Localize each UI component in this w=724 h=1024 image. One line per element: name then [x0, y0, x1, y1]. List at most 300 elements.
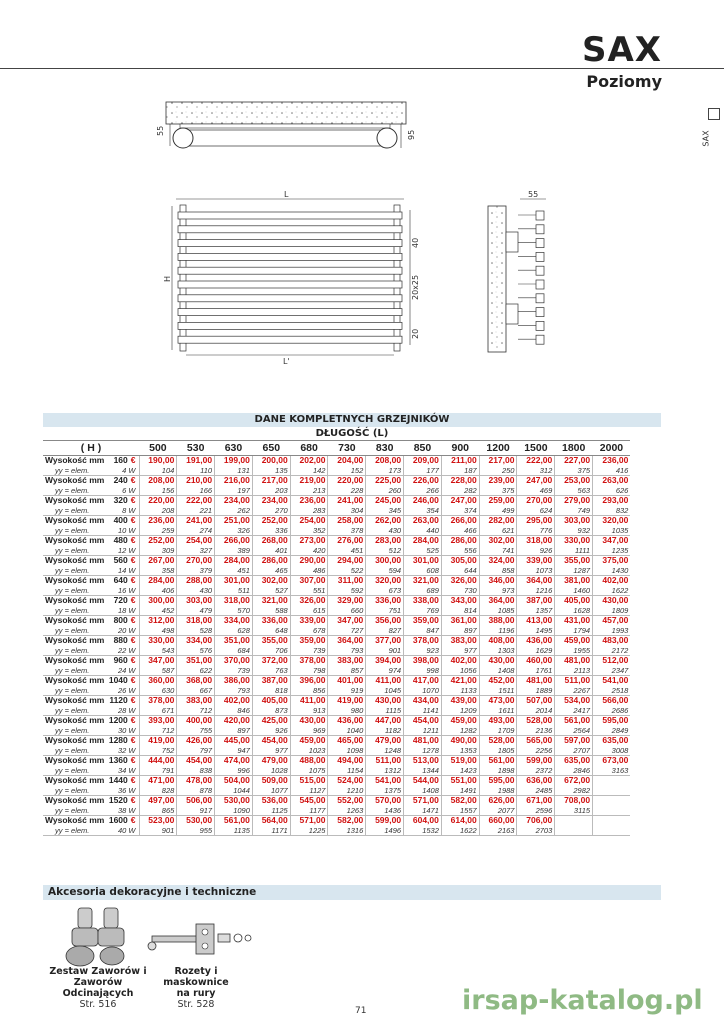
price-cell: 307,00: [290, 576, 328, 586]
power-cell: 1287: [555, 566, 593, 576]
row-prefix: Wysokość mm: [45, 695, 105, 706]
price-cell: 474,00: [215, 756, 253, 766]
power-cell: 856: [290, 686, 328, 696]
price-cell: 370,00: [215, 656, 253, 666]
row-height-wrap: [109, 796, 139, 805]
power-cell: 401: [252, 546, 290, 556]
power-cell: 1023: [290, 746, 328, 756]
price-cell: 541,00: [593, 676, 631, 686]
power-cell: 1070: [404, 686, 442, 696]
price-cell: 561,00: [555, 716, 593, 726]
price-cell: 473,00: [479, 696, 517, 706]
row-height-wrap: [114, 516, 139, 525]
power-cell: 177: [404, 466, 442, 476]
power-cell: 1263: [328, 806, 366, 816]
price-cell: 434,00: [404, 696, 442, 706]
power-elements: 34 W: [117, 765, 136, 775]
table-header-row: [43, 441, 630, 456]
price-cell: 284,00: [215, 556, 253, 566]
power-cell: 749: [555, 506, 593, 516]
price-row-label: [43, 776, 139, 786]
power-cell: 1629: [517, 646, 555, 656]
price-cell: 211,00: [441, 456, 479, 466]
price-cell: 386,00: [215, 676, 253, 686]
price-row: [43, 456, 630, 466]
side-bar: [536, 252, 544, 261]
price-cell: 364,00: [479, 596, 517, 606]
price-row-label: [43, 456, 139, 466]
side-bar: [536, 280, 544, 289]
price-row: [43, 816, 630, 826]
power-cell: 522: [328, 566, 366, 576]
currency-label: €: [130, 815, 136, 826]
power-cell: 1988: [479, 786, 517, 796]
price-cell: 530,00: [177, 816, 215, 826]
price-row: [43, 496, 630, 506]
price-row: [43, 536, 630, 546]
price-cell: 383,00: [441, 636, 479, 646]
length-column-header: 680: [290, 441, 328, 456]
currency-label: €: [130, 515, 136, 526]
price-row: [43, 776, 630, 786]
row-height-wrap: [114, 556, 139, 565]
dim-40: 40: [411, 237, 420, 248]
price-cell: 239,00: [479, 476, 517, 486]
power-cell: 818: [252, 686, 290, 696]
side-bar: [536, 308, 544, 317]
price-cell: 199,00: [215, 456, 253, 466]
power-row: [43, 786, 630, 796]
row-height-wrap: [114, 576, 139, 585]
power-row: [43, 606, 630, 616]
price-cell: 302,00: [479, 536, 517, 546]
price-cell: 425,00: [252, 716, 290, 726]
price-cell: 387,00: [517, 596, 555, 606]
row-height: 160: [113, 455, 128, 466]
price-cell: 258,00: [328, 516, 366, 526]
currency-label: €: [130, 555, 136, 566]
technical-drawing: [0, 0, 724, 410]
power-cell: 798: [290, 666, 328, 676]
row-height-wrap: [109, 816, 139, 825]
price-cell: 582,00: [441, 796, 479, 806]
price-cell: 266,00: [215, 536, 253, 546]
row-prefix: Wysokość mm: [45, 615, 105, 626]
top-view: [156, 102, 416, 148]
price-cell: 347,00: [328, 616, 366, 626]
accessory-valves[interactable]: [40, 966, 156, 1010]
power-cell: 917: [177, 806, 215, 816]
power-cell: 587: [139, 666, 177, 676]
power-cell: 977: [252, 746, 290, 756]
page-title: SAX: [581, 30, 662, 70]
price-cell: 534,00: [555, 696, 593, 706]
front-bar: [178, 226, 402, 233]
power-cell: 466: [441, 526, 479, 536]
price-cell: 200,00: [252, 456, 290, 466]
row-height: 1200: [108, 715, 128, 726]
power-cell: 187: [441, 466, 479, 476]
price-row: [43, 596, 630, 606]
power-cell: 527: [252, 586, 290, 596]
power-elements: 6 W: [122, 485, 136, 495]
price-cell: 488,00: [290, 756, 328, 766]
dim-side: 55: [528, 190, 539, 199]
power-cell: 354: [404, 506, 442, 516]
power-cell: 878: [177, 786, 215, 796]
power-cell: 1312: [366, 766, 404, 776]
price-cell: 636,00: [517, 776, 555, 786]
price-cell: 402,00: [593, 576, 631, 586]
power-cell: 420: [290, 546, 328, 556]
price-cell: 417,00: [404, 676, 442, 686]
power-cell: 270: [252, 506, 290, 516]
row-height-wrap: [114, 476, 139, 485]
power-elements: 18 W: [117, 605, 136, 615]
price-cell: 479,00: [366, 736, 404, 746]
side-bar: [536, 239, 544, 248]
power-cell: 221: [177, 506, 215, 516]
power-prefix: yy = elem.: [55, 545, 90, 555]
price-cell: 565,00: [517, 736, 555, 746]
power-cell: 2686: [593, 706, 631, 716]
price-cell: 387,00: [252, 676, 290, 686]
price-cell: 402,00: [441, 656, 479, 666]
power-cell: 838: [177, 766, 215, 776]
power-elements: 4 W: [122, 465, 136, 475]
power-cell: 430: [177, 586, 215, 596]
price-cell: 411,00: [290, 696, 328, 706]
power-cell: 660: [328, 606, 366, 616]
price-cell: 460,00: [517, 656, 555, 666]
power-elements: 12 W: [117, 545, 136, 555]
power-cell: 630: [139, 686, 177, 696]
price-row: [43, 736, 630, 746]
length-column-header: 1500: [517, 441, 555, 456]
power-cell: 739: [215, 666, 253, 676]
price-cell: 228,00: [441, 476, 479, 486]
front-bar: [178, 281, 402, 288]
power-cell: [555, 826, 593, 836]
price-cell: 378,00: [139, 696, 177, 706]
price-cell: 253,00: [555, 476, 593, 486]
price-cell: 402,00: [215, 696, 253, 706]
price-cell: 202,00: [290, 456, 328, 466]
power-row: [43, 566, 630, 576]
price-row-label: [43, 716, 139, 726]
price-row: [43, 696, 630, 706]
power-cell: 135: [252, 466, 290, 476]
price-cell: 311,00: [328, 576, 366, 586]
price-cell: 222,00: [517, 456, 555, 466]
power-cell: 156: [139, 486, 177, 496]
price-cell: 217,00: [252, 476, 290, 486]
price-cell: 413,00: [517, 616, 555, 626]
price-cell: 430,00: [593, 596, 631, 606]
price-row-label: [43, 616, 139, 626]
power-cell: 1115: [366, 706, 404, 716]
price-cell: 225,00: [366, 476, 404, 486]
price-row: [43, 576, 630, 586]
front-bar: [178, 309, 402, 316]
power-prefix: yy = elem.: [55, 765, 90, 775]
price-cell: 286,00: [252, 556, 290, 566]
power-row: [43, 726, 630, 736]
row-height-wrap: [109, 756, 139, 765]
side-view: [488, 190, 546, 352]
price-cell: 300,00: [139, 596, 177, 606]
power-prefix: yy = elem.: [55, 625, 90, 635]
length-column-header: 2000: [593, 441, 631, 456]
power-cell: 752: [139, 746, 177, 756]
power-cell: 465: [252, 566, 290, 576]
power-cell: 1077: [252, 786, 290, 796]
power-row-label: [43, 486, 139, 496]
power-cell: 1209: [441, 706, 479, 716]
price-cell: 236,00: [139, 516, 177, 526]
front-bar: [178, 253, 402, 260]
power-cell: 469: [517, 486, 555, 496]
power-cell: 2417: [555, 706, 593, 716]
power-cell: 913: [290, 706, 328, 716]
accessory-valves-ref: Str. 516: [79, 999, 117, 1010]
price-cell: 706,00: [517, 816, 555, 826]
power-cell: 1889: [517, 686, 555, 696]
side-bar: [536, 321, 544, 330]
price-cell: 626,00: [479, 796, 517, 806]
power-cell: 673: [366, 586, 404, 596]
power-cell: 1216: [517, 586, 555, 596]
price-cell: 336,00: [366, 596, 404, 606]
price-row: [43, 756, 630, 766]
length-column-header: 1800: [555, 441, 593, 456]
price-cell: 252,00: [252, 516, 290, 526]
price-cell: 471,00: [139, 776, 177, 786]
power-cell: 1090: [215, 806, 253, 816]
currency-label: €: [130, 475, 136, 486]
power-prefix: yy = elem.: [55, 805, 90, 815]
power-row: [43, 646, 630, 656]
currency-label: €: [130, 615, 136, 626]
price-cell: 599,00: [517, 756, 555, 766]
power-row-label: [43, 766, 139, 776]
power-cell: 1408: [479, 666, 517, 676]
price-cell: 431,00: [555, 616, 593, 626]
power-cell: 1316: [328, 826, 366, 836]
power-cell: 374: [441, 506, 479, 516]
power-cell: 2267: [555, 686, 593, 696]
power-cell: 274: [177, 526, 215, 536]
power-cell: 644: [441, 566, 479, 576]
price-cell: 318,00: [517, 536, 555, 546]
power-cell: 667: [177, 686, 215, 696]
length-column-header: 730: [328, 441, 366, 456]
power-cell: 847: [404, 626, 442, 636]
price-cell: 334,00: [177, 636, 215, 646]
power-cell: 2014: [517, 706, 555, 716]
power-row-label: [43, 466, 139, 476]
price-cell: 270,00: [517, 496, 555, 506]
power-prefix: yy = elem.: [55, 825, 90, 835]
accessory-rosettes-line1: Rozety i maskownice: [163, 966, 229, 988]
price-cell: 604,00: [404, 816, 442, 826]
power-cell: 1235: [593, 546, 631, 556]
power-cell: 213: [290, 486, 328, 496]
power-row: [43, 666, 630, 676]
power-row: [43, 486, 630, 496]
power-cell: 570: [215, 606, 253, 616]
power-cell: 1135: [215, 826, 253, 836]
price-cell: 635,00: [555, 756, 593, 766]
front-bar: [178, 212, 402, 219]
power-cell: 678: [290, 626, 328, 636]
price-cell: 190,00: [139, 456, 177, 466]
price-row-label: [43, 476, 139, 486]
power-cell: 1111: [555, 546, 593, 556]
price-cell: 361,00: [441, 616, 479, 626]
price-cell: 571,00: [404, 796, 442, 806]
power-cell: 142: [290, 466, 328, 476]
power-cell: 1628: [555, 606, 593, 616]
price-cell: 515,00: [290, 776, 328, 786]
price-cell: 302,00: [252, 576, 290, 586]
power-cell: 309: [139, 546, 177, 556]
currency-label: €: [130, 635, 136, 646]
price-cell: 566,00: [593, 696, 631, 706]
price-row-label: [43, 536, 139, 546]
power-cell: 588: [252, 606, 290, 616]
power-cell: 3115: [555, 806, 593, 816]
price-cell: 208,00: [366, 456, 404, 466]
power-cell: 551: [290, 586, 328, 596]
price-cell: 571,00: [290, 816, 328, 826]
power-cell: 776: [517, 526, 555, 536]
price-cell: 364,00: [328, 636, 366, 646]
currency-label: €: [130, 775, 136, 786]
power-cell: 152: [328, 466, 366, 476]
power-cell: 712: [177, 706, 215, 716]
price-row-label: [43, 816, 139, 826]
row-height-wrap: [109, 716, 139, 725]
accessory-rosettes-line2: na rury: [176, 988, 216, 999]
side-bar: [536, 225, 544, 234]
power-cell: 556: [441, 546, 479, 556]
power-cell: 260: [366, 486, 404, 496]
power-cell: 208: [139, 506, 177, 516]
price-cell: 454,00: [252, 736, 290, 746]
power-cell: 498: [139, 626, 177, 636]
price-cell: 220,00: [328, 476, 366, 486]
price-cell: 351,00: [215, 636, 253, 646]
power-row-label: [43, 726, 139, 736]
power-cell: 1955: [555, 646, 593, 656]
accessory-rosettes[interactable]: [146, 966, 246, 1010]
currency-label: €: [130, 655, 136, 666]
price-cell: 494,00: [328, 756, 366, 766]
price-cell: 262,00: [366, 516, 404, 526]
power-row-label: [43, 626, 139, 636]
price-cell: 208,00: [139, 476, 177, 486]
power-cell: 791: [139, 766, 177, 776]
power-cell: 358: [139, 566, 177, 576]
power-cell: 671: [139, 706, 177, 716]
power-cell: 406: [139, 586, 177, 596]
power-cell: 304: [328, 506, 366, 516]
side-bar: [536, 335, 544, 344]
power-cell: 628: [215, 626, 253, 636]
power-cell: 648: [252, 626, 290, 636]
power-row: [43, 806, 630, 816]
price-cell: 400,00: [177, 716, 215, 726]
power-row: [43, 706, 630, 716]
price-row: [43, 716, 630, 726]
power-prefix: yy = elem.: [55, 785, 90, 795]
power-cell: 1045: [366, 686, 404, 696]
price-cell: 305,00: [441, 556, 479, 566]
price-cell: 459,00: [441, 716, 479, 726]
price-cell: 512,00: [593, 656, 631, 666]
row-prefix: Wysokość mm: [45, 455, 105, 466]
price-cell: 375,00: [593, 556, 631, 566]
power-cell: 622: [177, 666, 215, 676]
power-prefix: yy = elem.: [55, 645, 90, 655]
price-cell: 343,00: [441, 596, 479, 606]
power-cell: 203: [252, 486, 290, 496]
power-cell: 1248: [366, 746, 404, 756]
power-cell: 266: [404, 486, 442, 496]
power-cell: 727: [328, 626, 366, 636]
price-cell: 506,00: [177, 796, 215, 806]
row-height: 320: [113, 495, 128, 506]
currency-label: €: [130, 495, 136, 506]
price-cell: 511,00: [366, 756, 404, 766]
power-cell: 282: [441, 486, 479, 496]
row-height: 880: [113, 635, 128, 646]
power-row-label: [43, 746, 139, 756]
price-row-label: [43, 556, 139, 566]
price-cell: 301,00: [404, 556, 442, 566]
price-cell: 217,00: [479, 456, 517, 466]
length-column-header: 1200: [479, 441, 517, 456]
power-cell: 452: [139, 606, 177, 616]
price-cell: 564,00: [252, 816, 290, 826]
price-cell: 267,00: [139, 556, 177, 566]
power-row: [43, 586, 630, 596]
power-cell: 1993: [593, 626, 631, 636]
price-cell: 419,00: [139, 736, 177, 746]
power-cell: 416: [593, 466, 631, 476]
power-cell: 2347: [593, 666, 631, 676]
price-cell: 294,00: [328, 556, 366, 566]
power-cell: 1460: [555, 586, 593, 596]
power-cell: 375: [479, 486, 517, 496]
power-cell: 751: [366, 606, 404, 616]
power-cell: 827: [366, 626, 404, 636]
row-prefix: Wysokość mm: [45, 735, 105, 746]
power-cell: 1211: [404, 726, 442, 736]
price-cell: 236,00: [593, 456, 631, 466]
price-cell: 454,00: [177, 756, 215, 766]
power-cell: 769: [404, 606, 442, 616]
row-prefix: Wysokość mm: [45, 635, 105, 646]
price-cell: 355,00: [252, 636, 290, 646]
power-cell: 352: [290, 526, 328, 536]
price-cell: 216,00: [215, 476, 253, 486]
height-column-header: ( H ): [43, 441, 139, 456]
price-cell: 329,00: [328, 596, 366, 606]
row-height-wrap: [109, 736, 139, 745]
power-row: [43, 506, 630, 516]
